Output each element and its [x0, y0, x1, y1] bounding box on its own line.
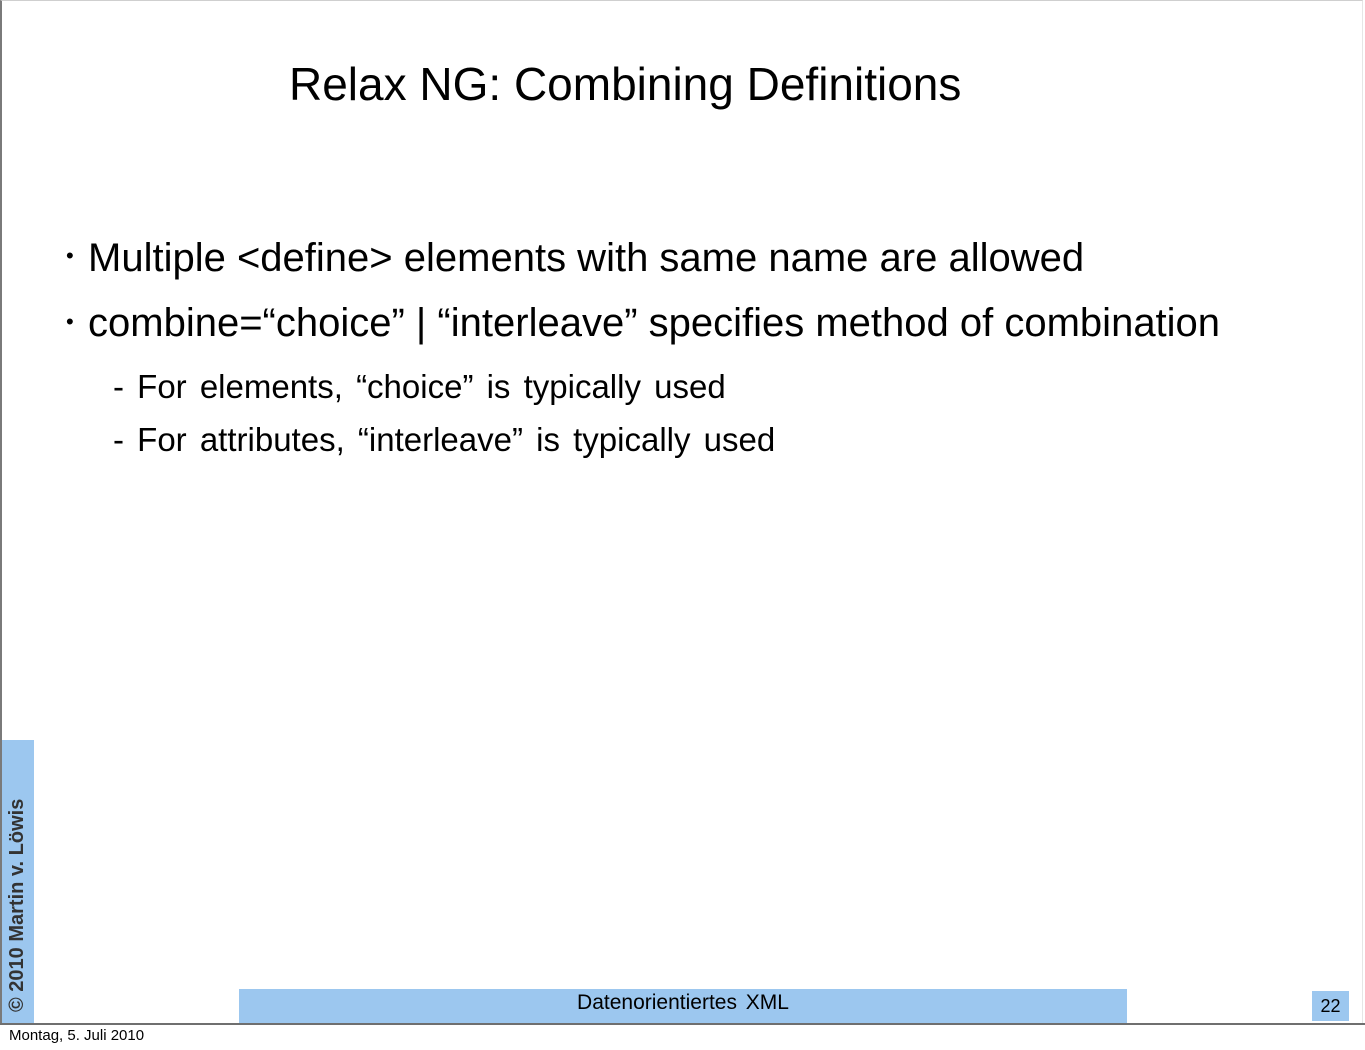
bullet-marker: •	[66, 243, 74, 269]
bullet-text: Multiple <define> elements with same name are allowed	[88, 236, 1085, 280]
sub-bullet-item: - For elements, “choice” is typically used	[113, 367, 726, 405]
slide-title: Relax NG: Combining Definitions	[289, 58, 962, 110]
bullet-marker: •	[66, 308, 74, 334]
bottom-divider	[0, 1023, 1365, 1025]
copyright-text: © 2010 Martin v. Löwis	[6, 798, 28, 1012]
bullet-item	[66, 232, 1326, 286]
sub-bullet-item: - For attributes, “interleave” is typically used	[113, 420, 776, 458]
slide-date: Montag, 5. Juli 2010	[9, 1027, 145, 1044]
footer-bar	[239, 989, 1127, 1023]
course-title: Datenorientiertes XML	[577, 991, 789, 1014]
slide-body	[66, 232, 1326, 464]
bullet-item	[66, 297, 1326, 351]
page-number: 22	[1312, 991, 1349, 1021]
bullet-text: combine=“choice” | “interleave” specifies method of combination	[88, 301, 1221, 346]
